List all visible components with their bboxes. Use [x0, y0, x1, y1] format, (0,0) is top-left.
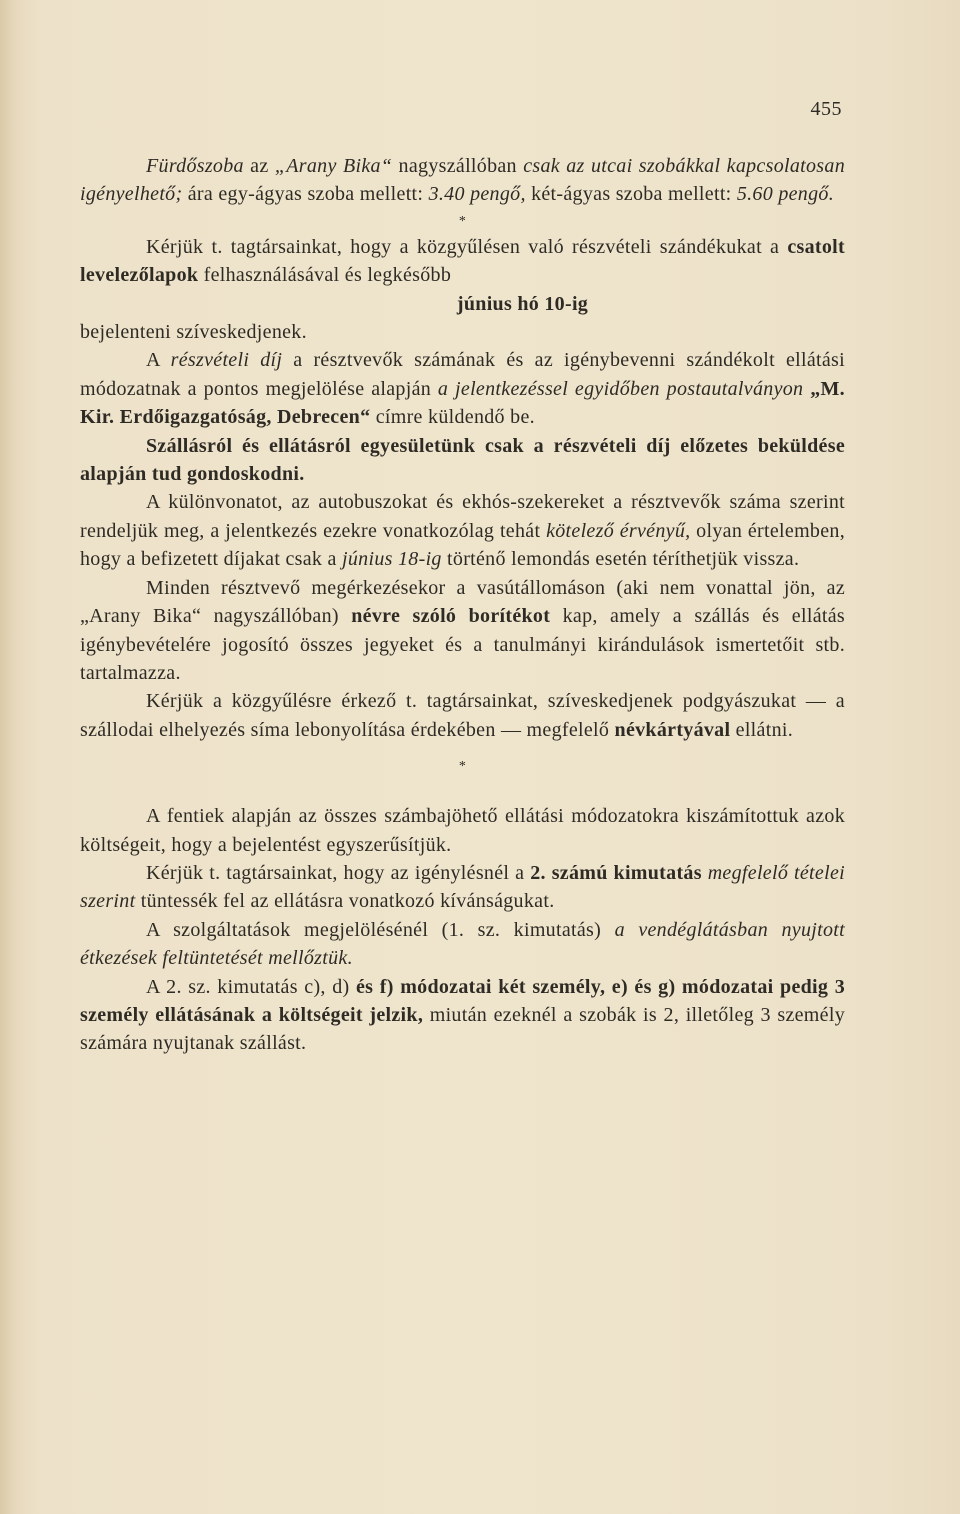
paragraph-luggage [80, 687, 845, 744]
text-italic: 5.60 pengő. [736, 183, 835, 206]
paragraph-intent-end: bejelenteni szíveskedjenek. [80, 321, 307, 344]
text-italic: a jelentkezéssel egyidőben postautalványon [437, 377, 804, 400]
paragraph-request [80, 859, 845, 916]
text-bold: és f) módozatai két személy, e) és g) módozatai pedig 3 személy ellátásának a költségeit jelzik, [80, 975, 845, 1026]
paragraph-services [80, 916, 845, 973]
text-bold: csatolt levelezőlapok [80, 235, 845, 287]
text: két-ágyas szoba mellett: [525, 183, 737, 206]
text: tüntessék fel az ellátásra vonatkozó kívánságukat. [135, 890, 555, 913]
text-italic: a vendéglátásban nyujtott étkezések feltüntetését mellőztük. [80, 918, 845, 970]
text: a résztvevők számának és az igénybevenni szándékolt ellátási módozatnak a pontos megjelölése alapján [80, 349, 845, 400]
paragraph-costs: A fentiek alapján az összes számbajöhető ellátási módozatokra kiszámítottuk azok költségeit, hogy a bejelentést egyszerűsítjük. [80, 805, 845, 856]
paragraph-modes [80, 973, 845, 1058]
separator-asterisk: * [458, 759, 467, 775]
paragraph-lodging [80, 432, 845, 489]
text-italic: részvételi díj [170, 349, 283, 372]
text: címre küldendő be. [370, 406, 535, 429]
text-italic: június 18-ig [342, 548, 442, 571]
text: kap, amely a szállás és ellátás igénybevételére jogosító összes jegyeket és a tanulmányi kirándulások ismertetőit stb. tartalmazza. [80, 605, 845, 684]
text: A különvonatot, az autobuszokat és ekhós-szekereket a résztvevők száma szerint rendeljük meg, a jelentkezés ezekre vonatkozólag tehát [80, 491, 845, 542]
text: az [243, 155, 275, 177]
text-bold: „M. Kir. Erdőigazgatóság, Debrecen“ [80, 377, 845, 429]
text: miután ezeknél a szobák is 2, illetőleg 3 személy számára nyujtanak szállást. [80, 1003, 845, 1055]
body-text [80, 152, 845, 1058]
text: Kérjük t. tagtársainkat, hogy az igénylésnél a [146, 861, 531, 884]
text: nagyszállóban [392, 155, 524, 177]
text-bold: névkártyával [614, 718, 731, 741]
text: felhasználásával és legkésőbb [198, 264, 452, 287]
text-italic: csak az utcai szobákkal kapcsolatosan igényelhető; [80, 155, 845, 206]
text: Minden résztvevő megérkezésekor a vasútállomáson (aki nem vonattal jön, az „Arany Bika“ nagyszállóban) [80, 576, 845, 628]
text-bold: 2. számú kimutatás [530, 861, 702, 884]
text: Kérjük a közgyűlésre érkező t. tagtársainkat, szíveskedjenek podgyászukat — a szállodai elhelyezés síma lebonyolítása érdekében — megfelelő [80, 690, 845, 741]
deadline-date: június hó 10-ig [456, 292, 589, 315]
page-number: 455 [810, 98, 842, 120]
text-bold: névre szóló borítékot [351, 605, 551, 628]
paragraph-fee [80, 346, 845, 431]
paragraph-envelope [80, 574, 845, 688]
text: A 2. sz. kimutatás c), d) [146, 975, 356, 998]
text: A szolgáltatások megjelölésénél (1. sz. kimutatás) [146, 918, 615, 941]
paragraph-bathroom [80, 152, 845, 209]
text-italic: kötelező érvényű, [546, 519, 691, 542]
text: ellátni. [730, 718, 794, 741]
text-italic: „Arany Bika“ [274, 155, 393, 177]
text: történő lemondás esetén téríthetjük vissza. [441, 548, 800, 571]
text-italic: megfelelő tételei szerint [80, 861, 845, 913]
text: A [146, 349, 171, 372]
text: Kérjük t. tagtársainkat, hogy a közgyűlésen való részvételi szándékukat a [146, 235, 788, 258]
text: olyan értelemben, hogy a befizetett díjakat csak a [80, 519, 845, 571]
text-bold: Szállásról és ellátásról egyesületünk csak a részvételi díj előzetes beküldése alapján tud gondoskodni. [80, 434, 845, 486]
separator-asterisk: * [458, 213, 467, 229]
text: ára egy-ágyas szoba mellett: [182, 183, 429, 206]
paragraph-intent [80, 233, 845, 290]
text-italic: Fürdőszoba [146, 155, 244, 177]
text-italic: 3.40 pengő, [428, 183, 526, 206]
paragraph-transport [80, 488, 845, 573]
